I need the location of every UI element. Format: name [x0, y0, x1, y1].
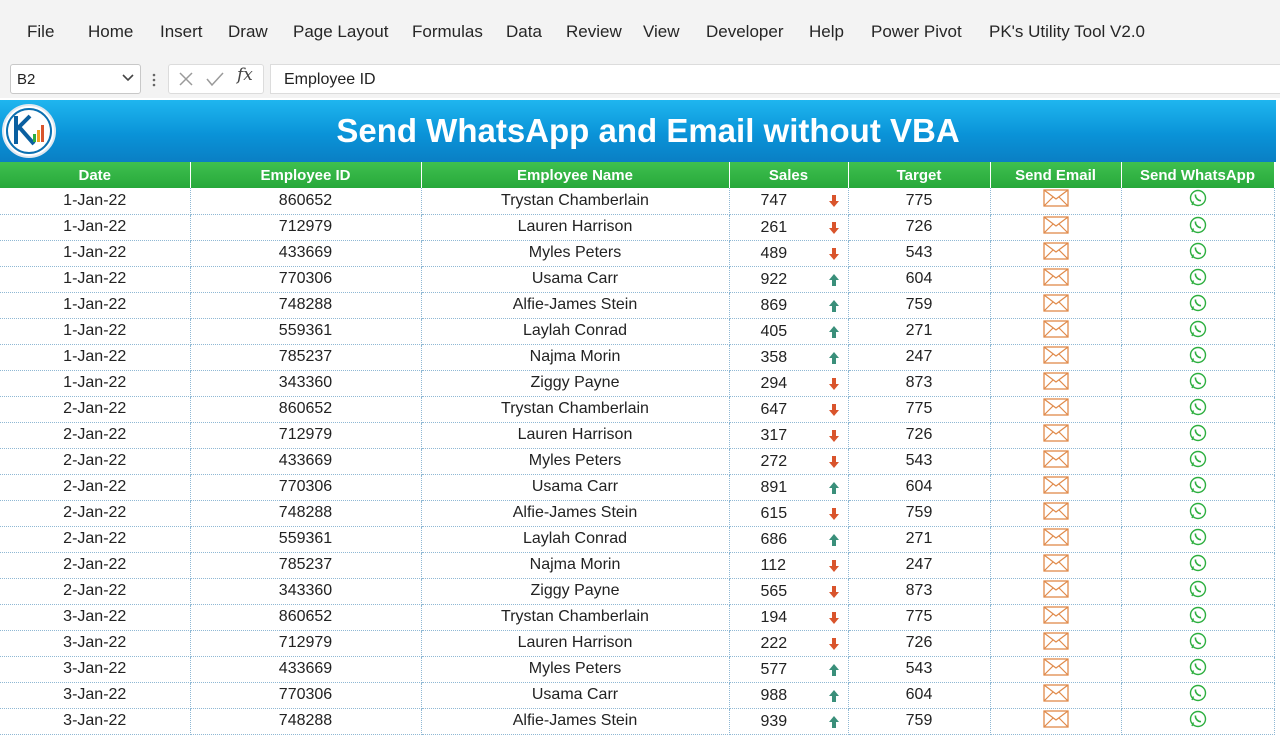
sales-value: 939: [760, 712, 788, 730]
sales-value: 686: [760, 530, 788, 548]
target-cell[interactable]: 604: [848, 682, 990, 708]
arrow-down-icon: [828, 429, 840, 448]
sales-cell[interactable]: [729, 188, 848, 214]
column-header-employee-id[interactable]: Employee ID: [190, 162, 421, 188]
employee-name-cell[interactable]: Alfie-James Stein: [421, 500, 729, 526]
sales-cell[interactable]: [729, 396, 848, 422]
send-email-cell[interactable]: [990, 682, 1121, 708]
arrow-down-icon: [828, 455, 840, 474]
date-cell[interactable]: 1-Jan-22: [0, 188, 190, 214]
whatsapp-icon[interactable]: [1189, 606, 1207, 629]
date-cell[interactable]: 2-Jan-22: [0, 474, 190, 500]
target-cell[interactable]: 759: [848, 292, 990, 318]
employee-id-cell[interactable]: 860652: [190, 604, 421, 630]
employee-id-cell[interactable]: 433669: [190, 656, 421, 682]
send-email-cell[interactable]: [990, 370, 1121, 396]
arrow-up-icon: [828, 663, 840, 682]
whatsapp-icon[interactable]: [1189, 189, 1207, 212]
arrow-down-icon: [828, 221, 840, 240]
whatsapp-icon[interactable]: [1189, 294, 1207, 317]
envelope-icon[interactable]: [1043, 320, 1069, 343]
send-whatsapp-cell[interactable]: [1121, 578, 1274, 604]
envelope-icon[interactable]: [1043, 632, 1069, 655]
table-row: [0, 578, 1274, 604]
table-row: [0, 656, 1274, 682]
send-whatsapp-cell[interactable]: [1121, 708, 1274, 734]
employee-id-cell[interactable]: 770306: [190, 474, 421, 500]
table-row: [0, 266, 1274, 292]
sales-value: 272: [760, 452, 788, 470]
arrow-up-icon: [828, 299, 840, 318]
sales-value: 922: [760, 270, 788, 288]
send-email-cell[interactable]: [990, 240, 1121, 266]
worksheet: [0, 100, 1280, 730]
whatsapp-icon[interactable]: [1189, 346, 1207, 369]
sales-value: 869: [760, 296, 788, 314]
table-row: [0, 552, 1274, 578]
arrow-down-icon: [828, 559, 840, 578]
sales-cell[interactable]: [729, 630, 848, 656]
table-row: [0, 318, 1274, 344]
envelope-icon[interactable]: [1043, 606, 1069, 629]
sales-value: 294: [760, 374, 788, 392]
whatsapp-icon[interactable]: [1189, 450, 1207, 473]
employee-name-cell[interactable]: Myles Peters: [421, 448, 729, 474]
envelope-icon[interactable]: [1043, 268, 1069, 291]
drag-handle-icon[interactable]: [150, 70, 158, 90]
sales-cell[interactable]: [729, 578, 848, 604]
data-table: [0, 162, 1275, 735]
send-whatsapp-cell[interactable]: [1121, 214, 1274, 240]
date-cell[interactable]: 1-Jan-22: [0, 266, 190, 292]
date-cell[interactable]: 2-Jan-22: [0, 552, 190, 578]
send-whatsapp-cell[interactable]: [1121, 292, 1274, 318]
table-row: [0, 526, 1274, 552]
target-cell[interactable]: 247: [848, 552, 990, 578]
sales-value: 565: [760, 582, 788, 600]
date-cell[interactable]: 3-Jan-22: [0, 630, 190, 656]
send-email-cell[interactable]: [990, 526, 1121, 552]
whatsapp-icon[interactable]: [1189, 632, 1207, 655]
arrow-down-icon: [828, 611, 840, 630]
sales-cell[interactable]: [729, 214, 848, 240]
formula-input-value: Employee ID: [284, 71, 376, 88]
menu-tab-review[interactable]: Review: [566, 22, 622, 41]
table-row: [0, 292, 1274, 318]
arrow-down-icon: [828, 585, 840, 604]
target-cell[interactable]: 759: [848, 500, 990, 526]
sales-cell[interactable]: [729, 526, 848, 552]
target-cell[interactable]: 604: [848, 266, 990, 292]
sales-value: 358: [760, 348, 788, 366]
menu-tab-home[interactable]: Home: [88, 22, 134, 41]
envelope-icon[interactable]: [1043, 189, 1069, 212]
insert-function-button[interactable]: fx: [237, 65, 253, 85]
arrow-up-icon: [828, 533, 840, 552]
send-email-cell[interactable]: [990, 500, 1121, 526]
envelope-icon[interactable]: [1043, 450, 1069, 473]
column-header-sales[interactable]: Sales: [729, 162, 848, 188]
arrow-down-icon: [828, 507, 840, 526]
send-email-cell[interactable]: [990, 214, 1121, 240]
date-cell[interactable]: 3-Jan-22: [0, 682, 190, 708]
menu-tab-draw[interactable]: Draw: [228, 22, 268, 41]
table-row: [0, 188, 1274, 214]
table-row: [0, 396, 1274, 422]
send-email-cell[interactable]: [990, 188, 1121, 214]
whatsapp-icon[interactable]: [1189, 658, 1207, 681]
envelope-icon[interactable]: [1043, 216, 1069, 239]
date-cell[interactable]: 1-Jan-22: [0, 344, 190, 370]
arrow-down-icon: [828, 403, 840, 422]
employee-name-cell[interactable]: Myles Peters: [421, 656, 729, 682]
table-row: [0, 630, 1274, 656]
employee-id-cell[interactable]: 785237: [190, 344, 421, 370]
sales-cell[interactable]: [729, 552, 848, 578]
send-whatsapp-cell[interactable]: [1121, 240, 1274, 266]
column-header-target[interactable]: Target: [848, 162, 990, 188]
send-whatsapp-cell[interactable]: [1121, 604, 1274, 630]
column-header-employee-name[interactable]: Employee Name: [421, 162, 729, 188]
send-whatsapp-cell[interactable]: [1121, 318, 1274, 344]
table-row: [0, 422, 1274, 448]
send-email-cell[interactable]: [990, 552, 1121, 578]
date-cell[interactable]: 2-Jan-22: [0, 448, 190, 474]
target-cell[interactable]: 726: [848, 214, 990, 240]
employee-name-cell[interactable]: Trystan Chamberlain: [421, 188, 729, 214]
envelope-icon[interactable]: [1043, 502, 1069, 525]
sales-value: 405: [760, 322, 788, 340]
table-row: [0, 344, 1274, 370]
send-whatsapp-cell[interactable]: [1121, 630, 1274, 656]
arrow-up-icon: [828, 481, 840, 500]
table-header-row: [0, 162, 1274, 188]
envelope-icon[interactable]: [1043, 710, 1069, 733]
employee-id-cell[interactable]: 559361: [190, 526, 421, 552]
employee-id-cell[interactable]: 770306: [190, 266, 421, 292]
table-row: [0, 474, 1274, 500]
employee-name-cell[interactable]: Lauren Harrison: [421, 214, 729, 240]
send-whatsapp-cell[interactable]: [1121, 396, 1274, 422]
send-email-cell[interactable]: [990, 292, 1121, 318]
page-title: Send WhatsApp and Email without VBA: [336, 112, 960, 149]
employee-name-cell[interactable]: Alfie-James Stein: [421, 708, 729, 734]
employee-id-cell[interactable]: 343360: [190, 370, 421, 396]
arrow-down-icon: [828, 637, 840, 656]
column-header-send-whatsapp[interactable]: Send WhatsApp: [1121, 162, 1274, 188]
target-cell[interactable]: 775: [848, 396, 990, 422]
date-cell[interactable]: 1-Jan-22: [0, 214, 190, 240]
sales-value: 615: [760, 504, 788, 522]
employee-id-cell[interactable]: 712979: [190, 214, 421, 240]
target-cell[interactable]: 726: [848, 630, 990, 656]
employee-id-cell[interactable]: 748288: [190, 292, 421, 318]
sales-cell[interactable]: [729, 656, 848, 682]
arrow-up-icon: [828, 715, 840, 734]
sales-cell[interactable]: [729, 370, 848, 396]
date-cell[interactable]: 3-Jan-22: [0, 656, 190, 682]
menu-tab-pk-s-utility-tool-v2-0[interactable]: PK's Utility Tool V2.0: [989, 22, 1145, 41]
send-email-cell[interactable]: [990, 448, 1121, 474]
employee-id-cell[interactable]: 433669: [190, 448, 421, 474]
employee-id-cell[interactable]: 770306: [190, 682, 421, 708]
date-cell[interactable]: 3-Jan-22: [0, 708, 190, 734]
sales-cell[interactable]: [729, 500, 848, 526]
employee-name-cell[interactable]: Alfie-James Stein: [421, 292, 729, 318]
sales-cell[interactable]: [729, 448, 848, 474]
sales-value: 194: [760, 608, 788, 626]
whatsapp-icon[interactable]: [1189, 710, 1207, 733]
arrow-up-icon: [828, 351, 840, 370]
send-email-cell[interactable]: [990, 578, 1121, 604]
menu-tab-help[interactable]: Help: [809, 22, 844, 41]
employee-name-cell[interactable]: Myles Peters: [421, 240, 729, 266]
envelope-icon[interactable]: [1043, 372, 1069, 395]
employee-id-cell[interactable]: 343360: [190, 578, 421, 604]
whatsapp-icon[interactable]: [1189, 398, 1207, 421]
send-whatsapp-cell[interactable]: [1121, 188, 1274, 214]
whatsapp-icon[interactable]: [1189, 268, 1207, 291]
envelope-icon[interactable]: [1043, 424, 1069, 447]
employee-name-cell[interactable]: Laylah Conrad: [421, 318, 729, 344]
send-whatsapp-cell[interactable]: [1121, 682, 1274, 708]
date-cell[interactable]: 2-Jan-22: [0, 500, 190, 526]
title-banner: [0, 100, 1276, 162]
target-cell[interactable]: 271: [848, 526, 990, 552]
target-cell[interactable]: 775: [848, 604, 990, 630]
sales-cell[interactable]: [729, 266, 848, 292]
employee-id-cell[interactable]: 748288: [190, 708, 421, 734]
send-email-cell[interactable]: [990, 630, 1121, 656]
employee-name-cell[interactable]: Trystan Chamberlain: [421, 396, 729, 422]
employee-id-cell[interactable]: 712979: [190, 422, 421, 448]
send-whatsapp-cell[interactable]: [1121, 526, 1274, 552]
sales-value: 988: [760, 686, 788, 704]
menu-tab-page-layout[interactable]: Page Layout: [293, 22, 389, 41]
sales-cell[interactable]: [729, 474, 848, 500]
send-whatsapp-cell[interactable]: [1121, 370, 1274, 396]
date-cell[interactable]: 1-Jan-22: [0, 318, 190, 344]
sales-cell[interactable]: [729, 318, 848, 344]
arrow-down-icon: [828, 377, 840, 396]
sales-cell[interactable]: [729, 344, 848, 370]
whatsapp-icon[interactable]: [1189, 424, 1207, 447]
sales-cell[interactable]: [729, 604, 848, 630]
date-cell[interactable]: 3-Jan-22: [0, 604, 190, 630]
cancel-icon[interactable]: [177, 70, 195, 88]
table-row: [0, 214, 1274, 240]
envelope-icon[interactable]: [1043, 580, 1069, 603]
send-email-cell[interactable]: [990, 266, 1121, 292]
send-whatsapp-cell[interactable]: [1121, 552, 1274, 578]
target-cell[interactable]: 604: [848, 474, 990, 500]
envelope-icon[interactable]: [1043, 346, 1069, 369]
send-whatsapp-cell[interactable]: [1121, 474, 1274, 500]
send-email-cell[interactable]: [990, 318, 1121, 344]
formula-bar: [0, 62, 1280, 98]
arrow-up-icon: [828, 689, 840, 708]
employee-name-cell[interactable]: Usama Carr: [421, 266, 729, 292]
table-row: [0, 708, 1274, 734]
send-whatsapp-cell[interactable]: [1121, 422, 1274, 448]
ribbon-menu-bar: [0, 0, 1280, 62]
sales-value: 647: [760, 400, 788, 418]
arrow-down-icon: [828, 247, 840, 266]
sales-cell[interactable]: [729, 240, 848, 266]
chevron-down-icon[interactable]: [122, 74, 134, 82]
employee-id-cell[interactable]: 712979: [190, 630, 421, 656]
whatsapp-icon[interactable]: [1189, 372, 1207, 395]
envelope-icon[interactable]: [1043, 658, 1069, 681]
employee-id-cell[interactable]: 860652: [190, 188, 421, 214]
employee-name-cell[interactable]: Najma Morin: [421, 344, 729, 370]
menu-tab-power-pivot[interactable]: Power Pivot: [871, 22, 962, 41]
target-cell[interactable]: 759: [848, 708, 990, 734]
check-icon[interactable]: [205, 70, 225, 88]
sales-value: 261: [760, 218, 788, 236]
employee-id-cell[interactable]: 785237: [190, 552, 421, 578]
table-row: [0, 240, 1274, 266]
name-box[interactable]: [10, 64, 141, 94]
employee-name-cell[interactable]: Lauren Harrison: [421, 630, 729, 656]
employee-name-cell[interactable]: Trystan Chamberlain: [421, 604, 729, 630]
whatsapp-icon[interactable]: [1189, 502, 1207, 525]
send-email-cell[interactable]: [990, 474, 1121, 500]
whatsapp-icon[interactable]: [1189, 242, 1207, 265]
employee-name-cell[interactable]: Ziggy Payne: [421, 370, 729, 396]
whatsapp-icon[interactable]: [1189, 554, 1207, 577]
sales-value: 222: [760, 634, 788, 652]
envelope-icon[interactable]: [1043, 554, 1069, 577]
date-cell[interactable]: 1-Jan-22: [0, 370, 190, 396]
sales-cell[interactable]: [729, 682, 848, 708]
whatsapp-icon[interactable]: [1189, 580, 1207, 603]
date-cell[interactable]: 2-Jan-22: [0, 396, 190, 422]
target-cell[interactable]: 873: [848, 578, 990, 604]
table-row: [0, 370, 1274, 396]
sales-value: 112: [760, 556, 787, 574]
envelope-icon[interactable]: [1043, 242, 1069, 265]
employee-name-cell[interactable]: Usama Carr: [421, 474, 729, 500]
send-whatsapp-cell[interactable]: [1121, 500, 1274, 526]
send-whatsapp-cell[interactable]: [1121, 344, 1274, 370]
envelope-icon[interactable]: [1043, 528, 1069, 551]
target-cell[interactable]: 775: [848, 188, 990, 214]
sales-cell[interactable]: [729, 422, 848, 448]
employee-id-cell[interactable]: 433669: [190, 240, 421, 266]
target-cell[interactable]: 543: [848, 656, 990, 682]
name-box-value: B2: [17, 71, 36, 88]
envelope-icon[interactable]: [1043, 684, 1069, 707]
target-cell[interactable]: 873: [848, 370, 990, 396]
whatsapp-icon[interactable]: [1189, 476, 1207, 499]
arrow-up-icon: [828, 273, 840, 292]
employee-name-cell[interactable]: Ziggy Payne: [421, 578, 729, 604]
formula-input[interactable]: [270, 64, 1280, 94]
menu-tab-developer[interactable]: Developer: [706, 22, 784, 41]
whatsapp-icon[interactable]: [1189, 528, 1207, 551]
send-email-cell[interactable]: [990, 396, 1121, 422]
send-email-cell[interactable]: [990, 708, 1121, 734]
employee-name-cell[interactable]: Najma Morin: [421, 552, 729, 578]
whatsapp-icon[interactable]: [1189, 684, 1207, 707]
target-cell[interactable]: 247: [848, 344, 990, 370]
menu-tab-view[interactable]: View: [643, 22, 680, 41]
sales-value: 317: [760, 426, 788, 444]
menu-tab-data[interactable]: Data: [506, 22, 542, 41]
sales-value: 577: [760, 660, 788, 678]
date-cell[interactable]: 2-Jan-22: [0, 526, 190, 552]
target-cell[interactable]: 271: [848, 318, 990, 344]
whatsapp-icon[interactable]: [1189, 216, 1207, 239]
target-cell[interactable]: 543: [848, 240, 990, 266]
sales-value: 747: [760, 192, 788, 209]
date-cell[interactable]: 2-Jan-22: [0, 422, 190, 448]
column-header-send-email[interactable]: Send Email: [990, 162, 1121, 188]
column-header-date[interactable]: Date: [0, 162, 190, 188]
table-row: [0, 448, 1274, 474]
menu-tab-file[interactable]: File: [27, 22, 55, 41]
whatsapp-icon[interactable]: [1189, 320, 1207, 343]
table-row: [0, 682, 1274, 708]
arrow-down-icon: [828, 194, 840, 213]
employee-id-cell[interactable]: 860652: [190, 396, 421, 422]
envelope-icon[interactable]: [1043, 476, 1069, 499]
date-cell[interactable]: 2-Jan-22: [0, 578, 190, 604]
employee-id-cell[interactable]: 559361: [190, 318, 421, 344]
sales-value: 891: [760, 478, 788, 496]
target-cell[interactable]: 543: [848, 448, 990, 474]
send-email-cell[interactable]: [990, 656, 1121, 682]
envelope-icon[interactable]: [1043, 294, 1069, 317]
employee-id-cell[interactable]: 748288: [190, 500, 421, 526]
employee-name-cell[interactable]: Usama Carr: [421, 682, 729, 708]
envelope-icon[interactable]: [1043, 398, 1069, 421]
date-cell[interactable]: 1-Jan-22: [0, 240, 190, 266]
table-row: [0, 500, 1274, 526]
send-whatsapp-cell[interactable]: [1121, 266, 1274, 292]
date-cell[interactable]: 1-Jan-22: [0, 292, 190, 318]
sales-cell[interactable]: [729, 292, 848, 318]
menu-tab-formulas[interactable]: Formulas: [412, 22, 483, 41]
send-email-cell[interactable]: [990, 604, 1121, 630]
menu-tab-insert[interactable]: Insert: [160, 22, 203, 41]
send-email-cell[interactable]: [990, 422, 1121, 448]
sales-value: 489: [760, 244, 788, 262]
employee-name-cell[interactable]: Lauren Harrison: [421, 422, 729, 448]
send-whatsapp-cell[interactable]: [1121, 448, 1274, 474]
employee-name-cell[interactable]: Laylah Conrad: [421, 526, 729, 552]
arrow-up-icon: [828, 325, 840, 344]
target-cell[interactable]: 726: [848, 422, 990, 448]
send-email-cell[interactable]: [990, 344, 1121, 370]
table-row: [0, 604, 1274, 630]
sales-cell[interactable]: [729, 708, 848, 734]
send-whatsapp-cell[interactable]: [1121, 656, 1274, 682]
